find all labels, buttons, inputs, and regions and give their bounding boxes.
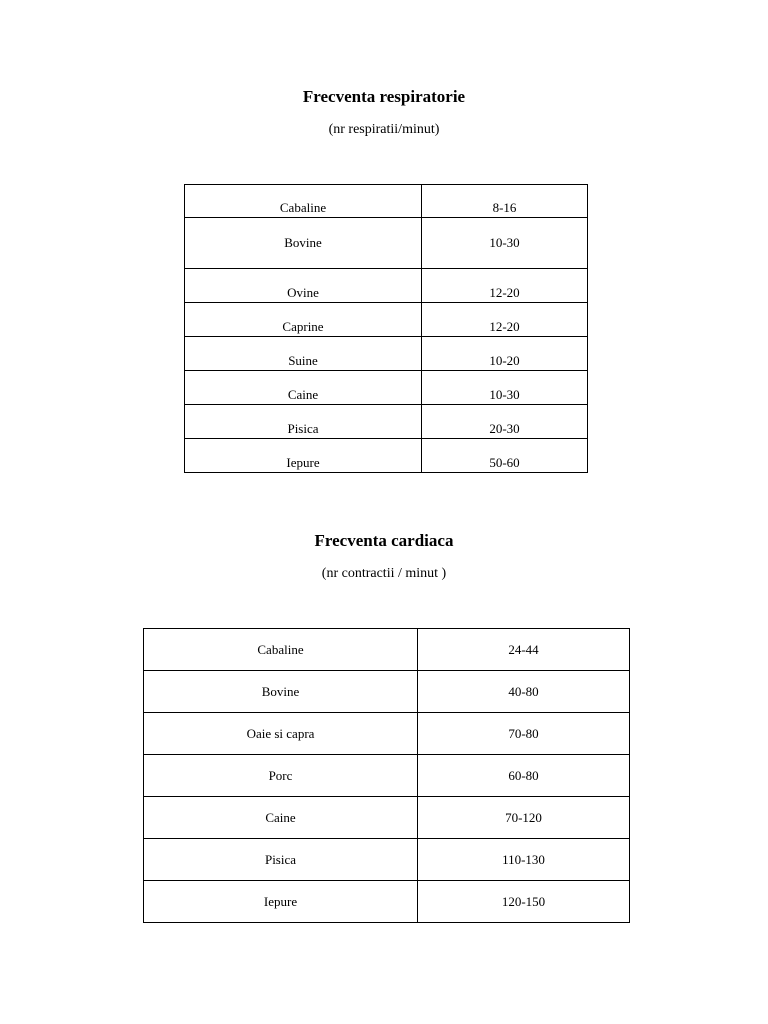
species-cell: Cabaline	[185, 185, 422, 218]
value-cell: 40-80	[418, 671, 630, 713]
value-cell: 10-30	[422, 218, 588, 269]
species-cell: Caine	[144, 797, 418, 839]
cardiac-rate-table	[143, 628, 630, 923]
species-cell: Ovine	[185, 269, 422, 303]
table-row	[185, 303, 588, 337]
species-cell: Caine	[185, 371, 422, 405]
species-cell: Bovine	[144, 671, 418, 713]
species-cell: Cabaline	[144, 629, 418, 671]
value-cell: 110-130	[418, 839, 630, 881]
value-cell: 70-80	[418, 713, 630, 755]
table-row	[185, 337, 588, 371]
respiratory-rate-table	[184, 184, 588, 473]
table-row	[144, 755, 630, 797]
species-cell: Porc	[144, 755, 418, 797]
value-cell: 120-150	[418, 881, 630, 923]
species-cell: Pisica	[144, 839, 418, 881]
species-cell: Bovine	[185, 218, 422, 269]
species-cell: Suine	[185, 337, 422, 371]
table-row	[185, 185, 588, 218]
species-cell: Oaie si capra	[144, 713, 418, 755]
cardiac-rate-title: Frecventa cardiaca	[314, 531, 454, 550]
value-cell: 20-30	[422, 405, 588, 439]
value-cell: 70-120	[418, 797, 630, 839]
value-cell: 10-20	[422, 337, 588, 371]
table-row	[185, 269, 588, 303]
table-row	[185, 371, 588, 405]
respiratory-rate-subtitle: (nr respiratii/minut)	[328, 122, 440, 137]
species-cell: Iepure	[185, 439, 422, 473]
table-row	[185, 439, 588, 473]
value-cell: 12-20	[422, 269, 588, 303]
table-row	[144, 713, 630, 755]
respiratory-rate-title: Frecventa respiratorie	[302, 87, 466, 106]
table-row	[144, 629, 630, 671]
value-cell: 10-30	[422, 371, 588, 405]
species-cell: Iepure	[144, 881, 418, 923]
value-cell: 12-20	[422, 303, 588, 337]
cardiac-rate-subtitle: (nr contractii / minut )	[321, 566, 447, 581]
table-row	[144, 881, 630, 923]
species-cell: Pisica	[185, 405, 422, 439]
species-cell: Caprine	[185, 303, 422, 337]
value-cell: 24-44	[418, 629, 630, 671]
value-cell: 60-80	[418, 755, 630, 797]
table-row	[185, 218, 588, 269]
table-row	[144, 671, 630, 713]
table-row	[144, 797, 630, 839]
table-row	[185, 405, 588, 439]
value-cell: 50-60	[422, 439, 588, 473]
value-cell: 8-16	[422, 185, 588, 218]
table-row	[144, 839, 630, 881]
